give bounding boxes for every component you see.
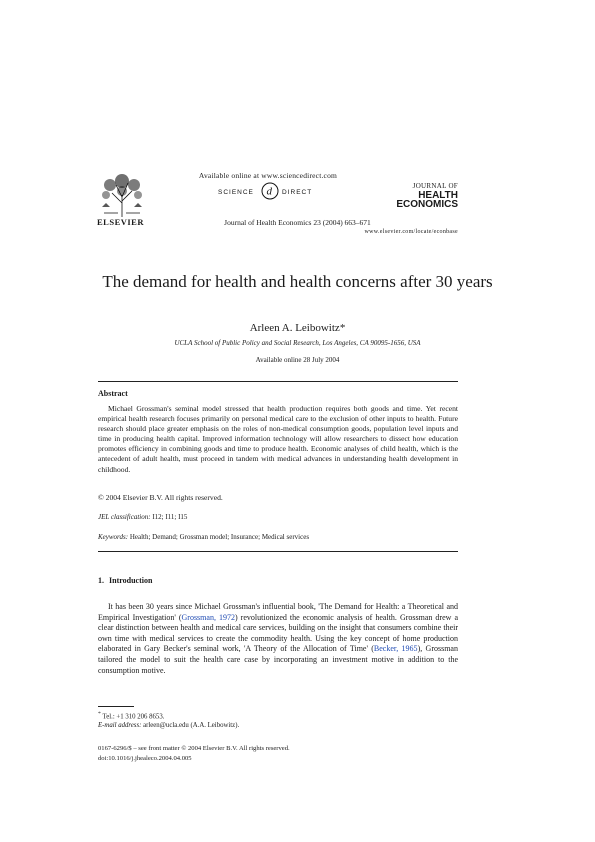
intro-text-part3: ), Grossman tailored the model to suit the health care case by incorporating an investment motive in addition to the consumption motive.: [98, 644, 458, 675]
journal-reference: Journal of Health Economics 23 (2004) 663–671: [224, 218, 371, 227]
keywords-label: Keywords:: [98, 533, 129, 541]
keywords: [98, 533, 309, 541]
footnote-rule: [98, 706, 134, 707]
author-line: [0, 322, 595, 334]
section-heading: [98, 576, 152, 585]
author-footnote-mark[interactable]: *: [339, 322, 346, 334]
jel-classification: [98, 513, 187, 521]
email-label: E-mail address:: [98, 722, 142, 729]
footnote-tel: [98, 711, 164, 720]
svg-text:DIRECT: DIRECT: [282, 189, 313, 196]
footnote-tel-text: Tel.: +1 310 206 8653.: [102, 713, 165, 721]
article-title: The demand for health and health concerns after 30 years: [102, 272, 493, 291]
intro-text-part2: ) revolutionized the economic analysis of health. Grossman drew a clear distinction between health and medical care services, building on the insight that consumers combine their own time with medical services to create the commodity health. Using the key concept of home production elaborated in Gary Becker's seminal work, 'A Theory of the Allocation of Time' (: [98, 612, 459, 654]
issn-line: 0167-6296/$ – see front matter © 2004 Elsevier B.V. All rights reserved.: [98, 745, 290, 752]
journal-logo-line3: ECONOMICS: [396, 199, 458, 210]
available-online-url[interactable]: Available online at www.sciencedirect.com: [198, 171, 338, 180]
section-number: 1.: [98, 576, 104, 585]
abstract-heading: Abstract: [98, 389, 128, 398]
affiliation: UCLA School of Public Policy and Social Research, Los Angeles, CA 90095-1656, USA: [174, 339, 421, 347]
abstract-top-rule: [98, 381, 458, 382]
intro-paragraph: [98, 602, 458, 676]
abstract-copyright: © 2004 Elsevier B.V. All rights reserved.: [98, 493, 223, 502]
journal-logo-line1: JOURNAL OF: [412, 182, 458, 190]
journal-url[interactable]: www.elsevier.com/locate/econbase: [364, 229, 458, 235]
jel-label: JEL classification:: [98, 513, 151, 521]
citation-link-becker[interactable]: Becker, 1965: [373, 644, 418, 654]
available-date: Available online 28 July 2004: [255, 356, 340, 364]
citation-link-grossman[interactable]: Grossman, 1972: [181, 612, 235, 622]
journal-logo-line2: HEALTH: [418, 190, 458, 201]
journal-logo: [381, 182, 458, 209]
intro-text-part1: It has been 30 years since Michael Grossman's influential book, 'The Demand for Health: a Theoretical and Empirical Investigation' (: [98, 602, 458, 622]
abstract-text: Michael Grossman's seminal model stressed that health production requires both goods and time. Yet recent empirical health research focuses primarily on personal medical care to the exclusion of other inputs to health. Future research should place greater emphasis on the roles of non-medical consumption goods, population level inputs and time in producing health capital. Improved information technology will allow researchers to dissect how education promotes efficiency in combining goods and time to produce health. Economic analyses of child health, which is the antecedent of adult health, must proceed in tandem with medical advances in understanding health development in childhood.: [98, 404, 458, 474]
sciencedirect-logo: [214, 181, 324, 201]
author-name: Arleen A. Leibowitz: [249, 322, 340, 334]
publisher-name: ELSEVIER: [97, 217, 144, 227]
section-title: Introduction: [109, 576, 153, 585]
svg-text:SCIENCE: SCIENCE: [218, 189, 254, 196]
footnote-mark: *: [98, 711, 101, 717]
jel-value: I12; I11; I15: [152, 513, 188, 521]
email-address[interactable]: arleen@ucla.edu (A.A. Leibowitz).: [143, 722, 240, 729]
svg-text:d: d: [266, 185, 272, 198]
elsevier-tree-logo: [98, 173, 146, 217]
doi-line[interactable]: doi:10.1016/j.jhealeco.2004.04.005: [98, 755, 192, 762]
keywords-value: Health; Demand; Grossman model; Insurance; Medical services: [129, 533, 310, 541]
abstract-bottom-rule: [98, 551, 458, 552]
footnote-email: [98, 722, 239, 729]
